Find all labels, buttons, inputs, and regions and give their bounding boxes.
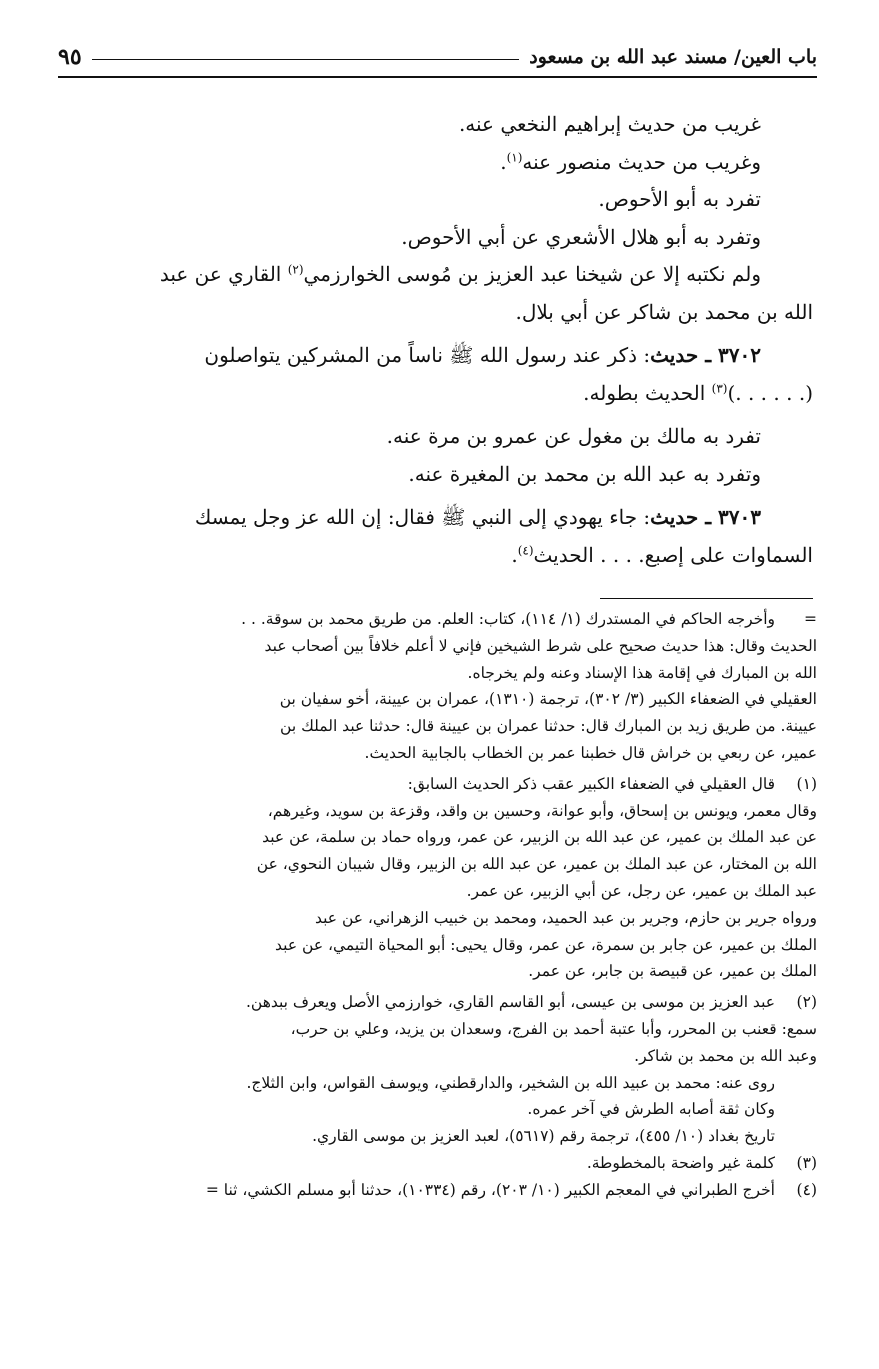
footnote-3: (٣)كلمة غير واضحة بالمخطوطة.	[62, 1150, 817, 1177]
text-line: تفرد به مالك بن مغول عن عمرو بن مرة عنه.	[386, 424, 761, 448]
hadith-label: ـ حديث	[650, 505, 719, 529]
text-line: وتفرد به أبو هلال الأشعري عن أبي الأحوص.	[401, 224, 761, 249]
text-line: وتفرد به عبد الله بن محمد بن المغيرة عنه.	[408, 461, 761, 486]
footnote-line: الله بن المختار، عن عبد الملك بن عمير، عن عبد الله بن الزبير، وقال شيبان النحوي، عن	[256, 855, 817, 874]
footnote-line: وعبد الله بن محمد بن شاكر.	[634, 1046, 817, 1065]
footnote-1: (١)قال العقيلي في الضعفاء الكبير عقب ذكر الحديث السابق:	[62, 771, 817, 798]
hadith-label: ـ حديث	[650, 343, 719, 367]
footnote-line: عمير، عن ربعي بن خراش قال خطبنا عمر بن الخطاب بالجابية الحديث.	[364, 743, 817, 762]
footnote-number: (١)	[796, 774, 817, 793]
text-line: غريب من حديث إبراهيم النخعي عنه.	[458, 112, 761, 136]
footnote-line: الملك بن عمير، عن قبيصة بن جابر، عن عمر.	[528, 962, 817, 981]
hadith-number: ٣٧٠٣	[718, 505, 761, 529]
text-line: تفرد به أبو الأحوص.	[598, 187, 761, 211]
footnote-line: سمع: قعنب بن المحرر، وأبا عتبة أحمد بن الفرج، وسعدان بن يزيد، وعلي بن حرب،	[290, 1019, 817, 1038]
text-line: الله بن محمد بن شاكر عن أبي بلال.	[515, 299, 813, 324]
footnote-4: (٤)أخرج الطبراني في المعجم الكبير (١٠/ ٢٠٣)، رقم (١٠٣٣٤)، حدثنا أبو مسلم الكشي، ثنا =	[62, 1177, 817, 1204]
footnote-line: وقال معمر، ويونس بن إسحاق، وأبو عوانة، وحسين بن واقد، وقزعة بن سويد، وغيرهم،	[267, 801, 817, 820]
footnote-number: (٣)	[796, 1153, 817, 1172]
footnote-line: =وأخرجه الحاكم في المستدرك (١/ ١١٤)، كتاب: العلم. من طريق محمد بن سوقة. . .	[62, 606, 817, 633]
footnote-separator	[600, 598, 813, 599]
footnote-line: روى عنه: محمد بن عبيد الله بن الشخير، والدارقطني، ويوسف القواس، وابن الثلاج.	[246, 1073, 775, 1092]
footnote-line: عن عبد الملك بن عمير، عن عبد الله بن الزبير، عن عمر، ورواه حماد بن سلمة، عن عبد	[262, 828, 817, 847]
footnote-line: تاريخ بغداد (١٠/ ٤٥٥)، ترجمة رقم (٥٦١٧)، لعبد العزيز بن موسى القاري.	[312, 1127, 775, 1146]
footnote-ref: (١)	[506, 149, 523, 164]
footnote-number: (٤)	[796, 1180, 817, 1199]
text-line: السماوات على إصبع. . . . الحديث$^{(٤)}$.	[511, 542, 813, 567]
footnote-ref: (٤)	[517, 542, 534, 557]
footnote-line: ورواه جرير بن حازم، وجرير بن عبد الحميد، ومحمد بن خبيب الزهراني، عن عبد	[314, 908, 817, 927]
footnote-line: العقيلي في الضعفاء الكبير (٣/ ٣٠٢)، ترجمة (١٣١٠)، عمران بن عيينة، أخو سفيان بن	[279, 690, 817, 709]
footnote-line: الحديث وقال: هذا حديث صحيح على شرط الشيخين فإني لا أعلم خلافاً بين أصحاب عبد	[264, 636, 817, 655]
page-number: ٩٥	[58, 44, 82, 70]
text-line: وغريب من حديث منصور عنه$^{(١)}$.	[500, 149, 761, 174]
main-text	[66, 106, 813, 574]
footnote-line: عبد الملك بن عمير، عن رجل، عن أبي الزبير، عن عمر.	[466, 881, 817, 900]
hadith-number: ٣٧٠٢	[718, 343, 761, 367]
footnote-ref: (٢)	[287, 262, 304, 277]
footnote-2: (٢)عبد العزيز بن موسى بن عيسى، أبو القاسم القاري، خوارزمي الأصل ويعرف ببدهن.	[62, 989, 817, 1016]
footnote-line: الملك بن عمير، عن جابر بن سمرة، عن عمر، وقال يحيى: أبو المحياة التيمي، عن عبد	[275, 935, 817, 954]
footnote-ref: (٣)	[711, 380, 728, 395]
footnotes	[62, 606, 817, 1204]
footnote-line: عيينة. من طريق زيد بن المبارك قال: حدثنا عمران بن عيينة قال: حدثنا عبد الملك بن	[280, 717, 817, 736]
hadith-heading-3702: ٣٧٠٢ ـ حديث: ذكر عند رسول الله ﷺ ناساً من المشركين يتواصلون	[204, 343, 761, 367]
text-line: ولم نكتبه إلا عن شيخنا عبد العزيز بن مُوسى الخوارزمي$^{(٢)}$ القاري عن عبد	[159, 262, 761, 286]
header-leader-line	[92, 59, 520, 60]
text-line: (. . . . . .)$^{(٣)}$ الحديث بطوله.	[583, 380, 813, 405]
hadith-heading-3703: ٣٧٠٣ ـ حديث: جاء يهودي إلى النبي ﷺ فقال: إن الله عز وجل يمسك	[194, 505, 761, 529]
page-header	[58, 38, 817, 70]
footnote-line: وكان ثقة أصابه الطرش في آخر عمره.	[527, 1100, 775, 1119]
footnote-line: الله بن المبارك في إقامة هذا الإسناد وعنه ولم يخرجاه.	[467, 663, 817, 682]
footnote-number: (٢)	[796, 993, 817, 1012]
running-head: باب العين/ مسند عبد الله بن مسعود	[529, 46, 817, 68]
continuation-marker: =	[804, 610, 817, 628]
header-rule	[58, 76, 817, 78]
